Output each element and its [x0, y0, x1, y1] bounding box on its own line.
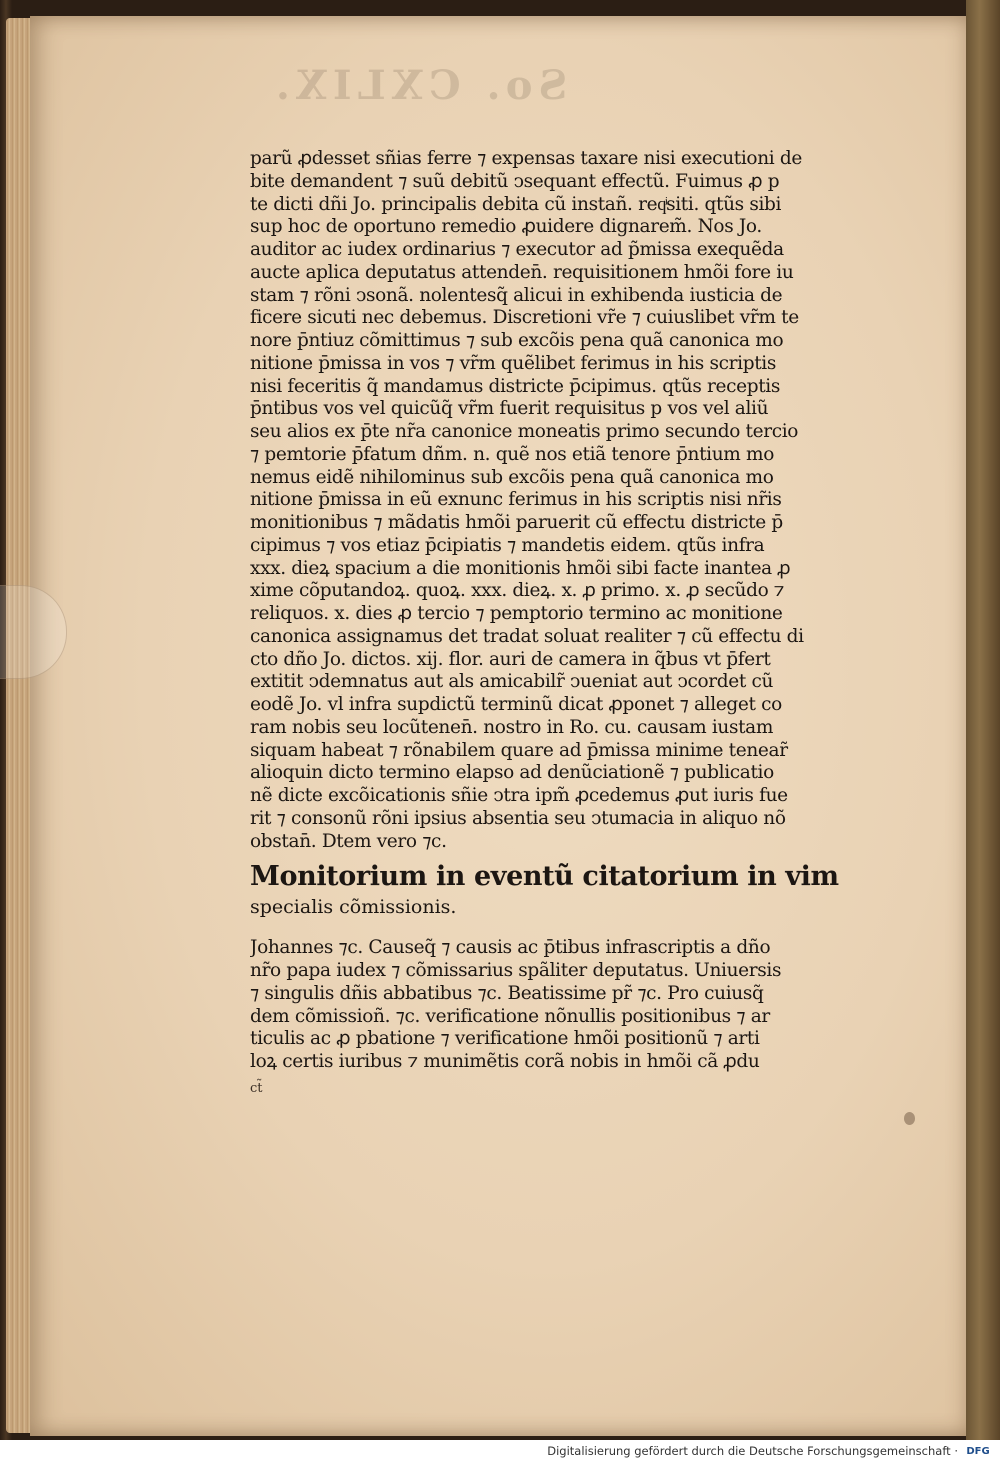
text-line: obstan̄. Dtem vero ⁊c.: [250, 830, 447, 852]
text-line: cipimus ⁊ vos etiaz p̄cipiatis ⁊ mandetis eidem. qtũs infra: [250, 534, 765, 556]
text-line: nitione p̄missa in vos ⁊ vr̃m quẽlibet ferimus in his scriptis: [250, 352, 776, 374]
section-heading: Monitorium in eventũ citatorium in vim: [250, 861, 839, 893]
text-line: ⁊ pemtorie p̄fatum dñm. n. quẽ nos etiã tenore p̄ntium mo: [250, 443, 775, 465]
text-line: aucte aplica deputatus attenden̄. requisitionem hmõi fore iu: [250, 261, 794, 283]
text-line: ticulis ac ꝓ pbatione ⁊ verificatione hmõi positionũ ⁊ arti: [250, 1028, 760, 1050]
text-line: seu alios ex p̄te nr̃a canonice moneatis primo secundo tercio: [250, 421, 799, 442]
text-line: parũ ꝓdesset sñias ferre ⁊ expensas taxare nisi executioni de: [250, 148, 802, 169]
text-line: xime cõputandoꝝ. quoꝝ. xxx. dieꝝ. x. ꝓ primo. x. ꝓ secũdo ⁊: [250, 580, 785, 602]
text-line: eodẽ Jo. vl̃ infra supdictũ terminũ dicat ꝓponet ⁊ alleget co: [250, 694, 782, 715]
text-line: stam ⁊ rõni ↄsonã. nolentesq̃ alicui in exhibenda iusticia de: [250, 284, 783, 306]
text-line: alioquin dicto termino elapso ad denũciationẽ ⁊ publicatio: [250, 762, 774, 784]
text-line: Johannes ⁊c. Causeq̃ ⁊ causis ac p̄tibus infrascriptis a dño: [250, 937, 771, 959]
text-column: [250, 148, 850, 1098]
text-line: p̄ntibus vos vel quicũq̃ vr̃m fuerit requisitus p vos vel aliũ: [250, 398, 769, 420]
footer-credit-text: Digitalisierung gefördert durch die Deutsche Forschungsgemeinschaft ·: [547, 1444, 958, 1458]
text-line: ⁊ singulis dñis abbatibus ⁊c. Beatissime pr̃ ⁊c. Pro cuiusq̃: [250, 982, 764, 1004]
text-line: dem cõmissioñ. ⁊c. verificatione nõnullis positionibus ⁊ ar: [250, 1005, 770, 1027]
book-cover-edge: [966, 0, 1000, 1440]
section-paragraph: [250, 937, 850, 1074]
text-line: nr̃o papa iudex ⁊ cõmissarius spãliter deputatus. Uniuersis: [250, 960, 782, 981]
text-line: nẽ dicte excõicationis sñie ↄtra ipm̃ ꝓcedemus ꝓut iuris fue: [250, 785, 788, 806]
text-line: nisi feceritis q̃ mandamus districte p̄cipimus. qtũs receptis: [250, 375, 780, 397]
text-line: canonica assignamus det tradat soluat realiter ⁊ cũ effectu di: [250, 625, 804, 647]
text-line: bite demandent ⁊ suũ debitũ ↄsequant̃ effectũ. Fuimus ꝓ p: [250, 170, 780, 192]
text-line: sup hoc de oportuno remedio ꝓuidere dignarem̃. Nos Jo.: [250, 216, 762, 238]
text-line: cto dño Jo. dictos. xij. flor. auri de camera in q̃bus vt p̄fert̃: [250, 648, 771, 670]
book-page-edges: [6, 18, 32, 1433]
show-through-folio: So. CXLIX.: [270, 62, 568, 109]
text-line: ficere sicuti nec debemus. Discretioni vr̃e ⁊ cuiuslibet vr̃m te: [250, 307, 799, 329]
catchword: ct̃: [250, 1080, 263, 1096]
text-line: loꝝ certis iuribus ⁊ munimẽtis corã nobis in hmõi cã ꝓdu: [250, 1051, 760, 1072]
text-line: auditor ac iudex ordinarius ⁊ executor ad p̃missa exequẽda: [250, 239, 784, 260]
text-line: nemus eidẽ nihilominus sub excõis pena quã canonica mo: [250, 466, 774, 488]
text-line: siquam habeat ⁊ rõnabilem quare ad p̄missa minime tenear̃: [250, 739, 788, 761]
paper-wormhole: [904, 1112, 915, 1125]
dfg-logo: DFG: [966, 1446, 990, 1457]
text-line: ram nobis seu locũtenen̄. nostro in Ro. cu. causam iustam: [250, 716, 774, 738]
text-line: te dicti dñi Jo. principalis debita cũ instañ. reqͥsiti. qtũs sibi: [250, 193, 782, 215]
text-line: rit ⁊ consonũ rõni ipsius absentia seu ↄtumacia in aliquo nõ: [250, 807, 786, 829]
text-line: xxx. dieꝝ spacium a die monitionis hmõi sibi facte inantea ꝓ: [250, 557, 791, 579]
footer-bar: [0, 1440, 1000, 1463]
text-line: nore p̄ntiuz cõmittimus ⁊ sub excõis pena quã canonica mo: [250, 330, 784, 351]
text-line: reliquos. x. dies ꝓ tercio ⁊ pemptorio termino ac monitione: [250, 603, 783, 624]
section-subheading: specialis cõmissionis.: [250, 896, 457, 919]
text-line: monitionibus ⁊ mãdatis hmõi paruerit cũ effectu districte p̄: [250, 512, 783, 533]
text-line: extitit ↄdemnatus aut als amicabilr̃ ↄueniat aut ↄcordet cũ: [250, 671, 774, 693]
text-line: nitione p̄missa in eũ exnunc ferimus in his scriptis nisi nr̃is: [250, 489, 782, 511]
body-paragraph: [250, 148, 850, 853]
